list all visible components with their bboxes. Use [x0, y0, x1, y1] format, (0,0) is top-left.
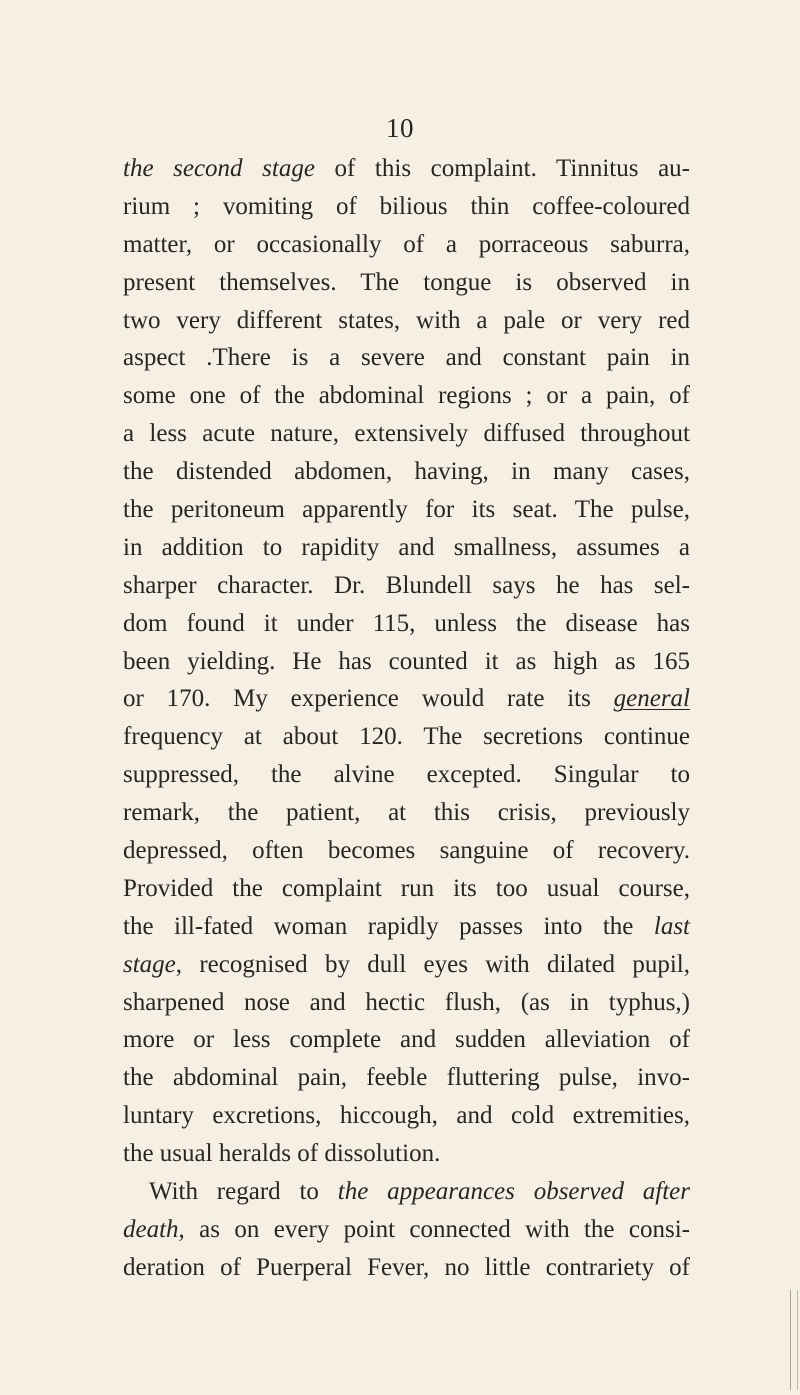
text-line — [123, 1059, 690, 1097]
text-line — [123, 529, 690, 567]
text-segment: remark, the patient, at this crisis, previously — [123, 799, 690, 827]
italic-text-segment: the second stage — [123, 155, 315, 182]
text-segment: Provided the complaint run its too usual course, — [123, 874, 690, 902]
text-line — [123, 453, 690, 491]
text-segment: luntary excretions, hiccough, and cold extremities, — [123, 1102, 690, 1130]
text-line — [123, 264, 690, 302]
text-segment: present themselves. The tongue is observed in — [123, 268, 690, 296]
body-text — [123, 150, 690, 1287]
italic-text-segment: stage — [123, 950, 176, 978]
text-segment: dom found it under 115, unless the disease has — [123, 609, 690, 637]
text-segment: aspect .There is a severe and constant pain in — [123, 344, 690, 372]
text-line — [123, 1249, 690, 1287]
text-segment: matter, or occasionally of a porraceous saburra, — [123, 230, 690, 258]
text-line — [123, 188, 690, 226]
text-segment: depressed, often becomes sanguine of recovery. — [123, 837, 690, 865]
text-segment: sharper character. Dr. Blundell says he has sel- — [123, 571, 690, 599]
text-segment: or 170. My experience would rate its — [123, 685, 614, 713]
page-edge-mark — [790, 1290, 798, 1390]
text-line — [123, 150, 690, 188]
text-line — [123, 794, 690, 832]
italic-text-segment: the appearances observed after — [337, 1178, 690, 1206]
text-segment: the distended abdomen, having, in many cases, — [123, 458, 690, 486]
text-segment: With regard to — [149, 1178, 338, 1206]
text-line — [123, 226, 690, 264]
text-line — [123, 870, 690, 908]
text-segment: the usual heralds of dissolution. — [123, 1140, 441, 1168]
text-segment: some one of the abdominal regions ; or a pain, of — [123, 382, 690, 410]
text-line — [123, 567, 690, 605]
text-segment: sharpened nose and hectic flush, (as in typhus,) — [123, 988, 690, 1016]
text-segment: of this complaint. Tinnitus au- — [314, 155, 690, 182]
text-line — [123, 1097, 690, 1135]
text-segment: the ill-fated woman rapidly passes into the — [123, 912, 654, 940]
text-segment: the abdominal pain, feeble fluttering pulse, invo- — [123, 1064, 690, 1092]
text-line — [123, 1021, 690, 1059]
page-number: 10 — [386, 113, 414, 143]
text-line — [123, 908, 690, 946]
text-segment: rium ; vomiting of bilious thin coffee-coloured — [123, 192, 690, 220]
text-line — [123, 1135, 690, 1173]
text-line — [123, 1173, 690, 1211]
text-segment: frequency at about 120. The secretions continue — [123, 723, 690, 751]
italic-text-segment: last — [653, 912, 690, 940]
text-line — [123, 680, 690, 718]
text-segment: the peritoneum apparently for its seat. The pulse, — [123, 496, 690, 524]
text-line — [123, 756, 690, 794]
text-line — [123, 643, 690, 681]
text-line — [123, 718, 690, 756]
text-line — [123, 1211, 690, 1249]
text-line — [123, 377, 690, 415]
italic-text-segment: general — [613, 685, 690, 713]
text-line — [123, 339, 690, 377]
text-segment: in addition to rapidity and smallness, assumes a — [123, 533, 690, 561]
text-line — [123, 832, 690, 870]
text-segment: , recognised by dull eyes with dilated pupil, — [175, 950, 690, 978]
text-segment: a less acute nature, extensively diffused throughout — [123, 420, 690, 448]
text-line — [123, 415, 690, 453]
text-line — [123, 946, 690, 984]
text-line — [123, 302, 690, 340]
text-segment: deration of Puerperal Fever, no little contrariety of — [123, 1253, 690, 1281]
text-segment: more or less complete and sudden alleviation of — [123, 1026, 690, 1054]
text-line — [123, 984, 690, 1022]
text-segment: suppressed, the alvine excepted. Singular to — [123, 761, 690, 789]
text-line — [123, 491, 690, 529]
text-segment: two very different states, with a pale or very red — [123, 306, 690, 334]
text-segment: , as on every point connected with the consi- — [178, 1215, 690, 1243]
text-segment: been yielding. He has counted it as high as 165 — [123, 647, 690, 675]
text-line — [123, 605, 690, 643]
italic-text-segment: death — [123, 1215, 179, 1243]
